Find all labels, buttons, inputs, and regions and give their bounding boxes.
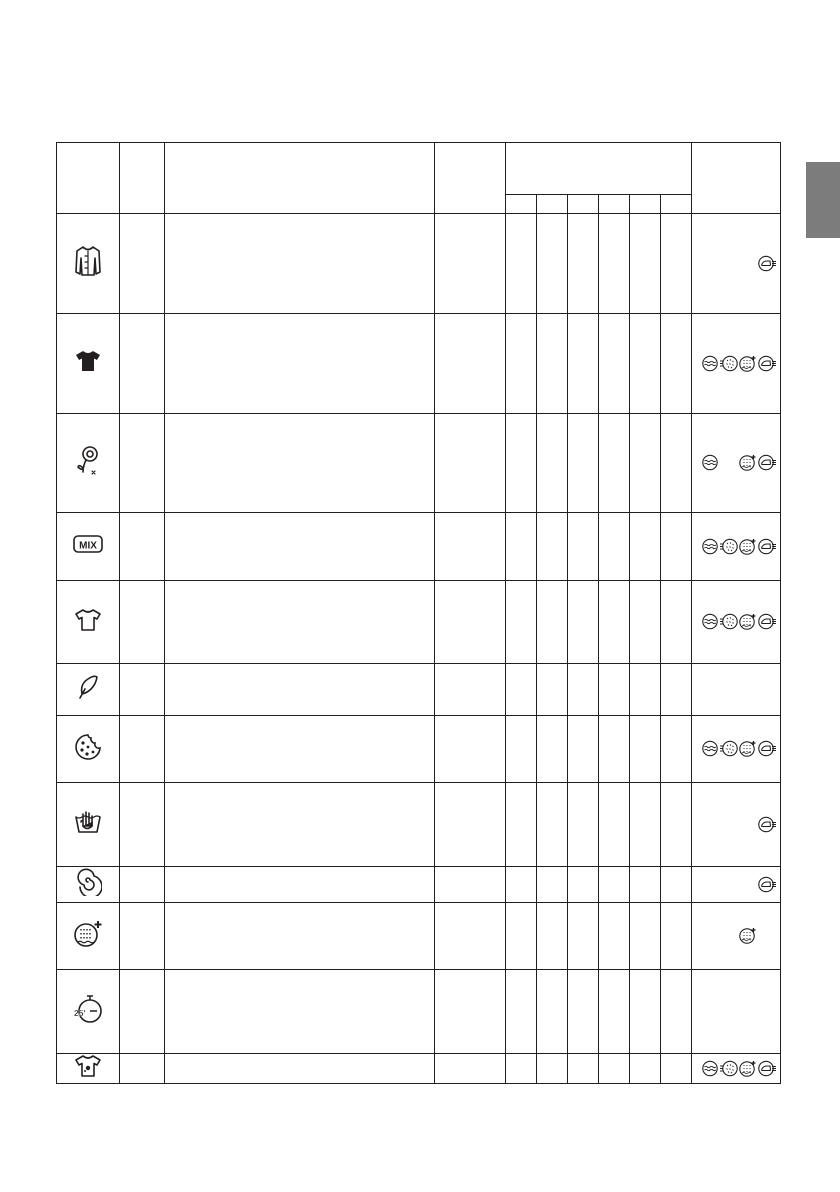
table-row <box>57 414 781 513</box>
description-cell <box>165 314 435 414</box>
temp-cell <box>568 581 599 664</box>
temp-cell <box>537 1054 568 1084</box>
option-empty-slot <box>702 927 719 945</box>
option-empty-slot <box>702 876 719 894</box>
temp-cell <box>506 214 537 314</box>
option-empty-slot <box>739 255 757 273</box>
prewash-icon <box>702 1060 719 1078</box>
temp-cell <box>537 581 568 664</box>
intensive-icon <box>720 1060 738 1078</box>
temp-cell <box>568 716 599 783</box>
program-table <box>56 142 781 1084</box>
option-empty-slot <box>720 816 738 834</box>
options-cell <box>692 214 781 314</box>
extra-rinse-icon <box>739 740 757 758</box>
iron-icon <box>758 613 777 631</box>
default-temp-cell <box>435 513 506 581</box>
temp-cell <box>661 903 692 970</box>
temp-cell <box>630 581 661 664</box>
temp-cell <box>630 970 661 1054</box>
temp-cell <box>537 414 568 513</box>
program-icon-cell <box>57 414 120 513</box>
program-icon-cell <box>57 214 120 314</box>
option-empty-slot <box>720 876 738 894</box>
intensive-icon <box>720 740 738 758</box>
temp-cell <box>568 970 599 1054</box>
table-row <box>57 903 781 970</box>
prewash-icon <box>702 355 719 373</box>
extra-rinse-icon <box>739 1060 757 1078</box>
temp-cell <box>599 581 630 664</box>
load-cell <box>120 664 165 716</box>
program-icon-cell <box>57 867 120 903</box>
prewash-icon <box>702 454 719 472</box>
prewash-icon <box>702 740 719 758</box>
description-cell <box>165 867 435 903</box>
program-icon-cell <box>57 903 120 970</box>
header-program <box>57 143 120 214</box>
temp-cell <box>537 867 568 903</box>
option-empty-slot <box>720 255 738 273</box>
table-row <box>57 513 781 581</box>
temp-cell <box>506 581 537 664</box>
svg-text:25': 25' <box>74 1008 86 1018</box>
default-temp-cell <box>435 783 506 867</box>
default-temp-cell <box>435 214 506 314</box>
default-temp-cell <box>435 1054 506 1084</box>
temp-cell <box>661 513 692 581</box>
spin-icon <box>74 868 102 896</box>
temp-cell <box>506 414 537 513</box>
temp-cell <box>506 903 537 970</box>
temp-cell <box>599 970 630 1054</box>
temp-cell <box>506 513 537 581</box>
temp-cell <box>661 716 692 783</box>
option-empty-slot <box>739 816 757 834</box>
timer-25-icon <box>72 993 104 1025</box>
description-cell <box>165 783 435 867</box>
temp-cell <box>506 664 537 716</box>
option-empty-slot <box>702 1003 719 1021</box>
temp-cell <box>599 1054 630 1084</box>
program-icon-cell <box>57 716 120 783</box>
extra-rinse-icon <box>739 355 757 373</box>
tshirt-filled-icon <box>74 349 102 373</box>
iron-icon <box>758 876 777 894</box>
header-temp-col <box>661 195 692 214</box>
temp-cell <box>661 783 692 867</box>
tshirt-outline-icon <box>74 608 102 632</box>
intensive-icon <box>720 355 738 373</box>
temp-cell <box>506 716 537 783</box>
load-cell <box>120 716 165 783</box>
table-row <box>57 716 781 783</box>
extra-rinse-icon <box>739 927 757 945</box>
options-cell <box>692 783 781 867</box>
temp-cell <box>630 513 661 581</box>
options-cell <box>692 664 781 716</box>
temp-cell <box>537 716 568 783</box>
description-cell <box>165 970 435 1054</box>
program-icon-cell <box>57 664 120 716</box>
option-empty-slot <box>758 681 777 699</box>
temp-cell <box>599 314 630 414</box>
options-cell <box>692 581 781 664</box>
load-cell <box>120 903 165 970</box>
temp-cell <box>537 783 568 867</box>
iron-icon <box>758 454 777 472</box>
temp-cell <box>568 664 599 716</box>
temp-cell <box>568 783 599 867</box>
table-row <box>57 970 781 1054</box>
temp-cell <box>599 664 630 716</box>
load-cell <box>120 581 165 664</box>
load-cell <box>120 414 165 513</box>
load-cell <box>120 867 165 903</box>
temp-cell <box>661 414 692 513</box>
rinse-plus-icon <box>73 919 103 949</box>
option-empty-slot <box>758 927 777 945</box>
temp-cell <box>568 314 599 414</box>
option-empty-slot <box>720 681 738 699</box>
temp-cell <box>506 867 537 903</box>
temp-cell <box>661 970 692 1054</box>
description-cell <box>165 214 435 314</box>
extra-rinse-icon <box>739 538 757 556</box>
program-icon-cell <box>57 513 120 581</box>
options-cell <box>692 716 781 783</box>
temp-cell <box>506 1054 537 1084</box>
temp-cell <box>537 314 568 414</box>
iron-icon <box>758 355 777 373</box>
temp-cell <box>537 664 568 716</box>
iron-icon <box>758 1060 777 1078</box>
extra-rinse-icon <box>739 613 757 631</box>
option-empty-slot <box>720 927 738 945</box>
load-cell <box>120 314 165 414</box>
temp-cell <box>599 783 630 867</box>
default-temp-cell <box>435 414 506 513</box>
table-row <box>57 664 781 716</box>
intensive-icon <box>720 613 738 631</box>
shirt-icon <box>73 244 103 278</box>
options-cell <box>692 867 781 903</box>
default-temp-cell <box>435 867 506 903</box>
load-cell <box>120 1054 165 1084</box>
temp-cell <box>599 214 630 314</box>
temp-cell <box>661 1054 692 1084</box>
temp-cell <box>630 783 661 867</box>
iron-icon <box>758 255 777 273</box>
prewash-icon <box>702 538 719 556</box>
option-empty-slot <box>739 1003 757 1021</box>
stain-shirt-icon <box>74 1054 102 1078</box>
temp-cell <box>599 414 630 513</box>
intensive-icon <box>720 538 738 556</box>
load-cell <box>120 214 165 314</box>
table-row <box>57 314 781 414</box>
feather-icon <box>76 674 100 700</box>
extra-rinse-icon <box>739 454 757 472</box>
temp-cell <box>661 581 692 664</box>
option-empty-slot <box>702 255 719 273</box>
option-empty-slot <box>720 454 738 472</box>
load-cell <box>120 513 165 581</box>
temp-cell <box>630 1054 661 1084</box>
temp-cell <box>630 414 661 513</box>
options-cell <box>692 414 781 513</box>
load-cell <box>120 970 165 1054</box>
table-row <box>57 214 781 314</box>
flower-icon <box>73 444 103 478</box>
option-empty-slot <box>702 816 719 834</box>
program-icon-cell <box>57 314 120 414</box>
temp-cell <box>630 214 661 314</box>
program-icon-cell <box>57 970 120 1054</box>
description-cell <box>165 1054 435 1084</box>
iron-icon <box>758 538 777 556</box>
temp-cell <box>568 903 599 970</box>
temp-cell <box>630 314 661 414</box>
hand-wash-icon <box>73 808 103 836</box>
temp-cell <box>599 903 630 970</box>
default-temp-cell <box>435 581 506 664</box>
description-cell <box>165 513 435 581</box>
temp-cell <box>630 867 661 903</box>
temp-cell <box>630 664 661 716</box>
options-cell <box>692 970 781 1054</box>
header-temp-col <box>537 195 568 214</box>
description-cell <box>165 581 435 664</box>
header-temp-col <box>599 195 630 214</box>
option-empty-slot <box>720 1003 738 1021</box>
temp-cell <box>537 903 568 970</box>
program-icon-cell <box>57 1054 120 1084</box>
section-tab <box>806 162 840 238</box>
default-temp-cell <box>435 664 506 716</box>
options-cell <box>692 903 781 970</box>
options-cell <box>692 314 781 414</box>
temp-cell <box>568 867 599 903</box>
option-empty-slot <box>758 1003 777 1021</box>
header-temperatures <box>506 143 692 195</box>
temp-cell <box>506 970 537 1054</box>
temp-cell <box>568 1054 599 1084</box>
load-cell <box>120 783 165 867</box>
temp-cell <box>537 214 568 314</box>
header-description <box>165 143 435 214</box>
table-row <box>57 867 781 903</box>
cookie-icon <box>73 732 103 762</box>
iron-icon <box>758 740 777 758</box>
temp-cell <box>599 716 630 783</box>
temp-cell <box>506 783 537 867</box>
description-cell <box>165 903 435 970</box>
temp-cell <box>537 970 568 1054</box>
table-row <box>57 581 781 664</box>
temp-cell <box>661 664 692 716</box>
table-row <box>57 783 781 867</box>
description-cell <box>165 664 435 716</box>
options-cell <box>692 513 781 581</box>
option-empty-slot <box>739 681 757 699</box>
description-cell <box>165 716 435 783</box>
table-row <box>57 1054 781 1084</box>
temp-cell <box>537 513 568 581</box>
header-temp-col <box>568 195 599 214</box>
temp-cell <box>599 513 630 581</box>
option-empty-slot <box>702 681 719 699</box>
iron-icon <box>758 816 777 834</box>
temp-cell <box>568 513 599 581</box>
program-icon-cell <box>57 581 120 664</box>
temp-cell <box>630 903 661 970</box>
temp-cell <box>661 214 692 314</box>
header-load <box>120 143 165 214</box>
options-cell <box>692 1054 781 1084</box>
default-temp-cell <box>435 970 506 1054</box>
temp-cell <box>568 214 599 314</box>
description-cell <box>165 414 435 513</box>
header-options <box>692 143 781 214</box>
program-icon-cell <box>57 783 120 867</box>
temp-cell <box>661 867 692 903</box>
temp-cell <box>630 716 661 783</box>
temp-cell <box>661 314 692 414</box>
mix-icon <box>72 534 104 554</box>
header-temp-col <box>506 195 537 214</box>
default-temp-cell <box>435 903 506 970</box>
header-temp-col <box>630 195 661 214</box>
header-default-temp <box>435 143 506 214</box>
temp-cell <box>599 867 630 903</box>
temp-cell <box>568 414 599 513</box>
option-empty-slot <box>739 876 757 894</box>
prewash-icon <box>702 613 719 631</box>
default-temp-cell <box>435 314 506 414</box>
default-temp-cell <box>435 716 506 783</box>
temp-cell <box>506 314 537 414</box>
svg-text:MIX: MIX <box>79 540 97 552</box>
